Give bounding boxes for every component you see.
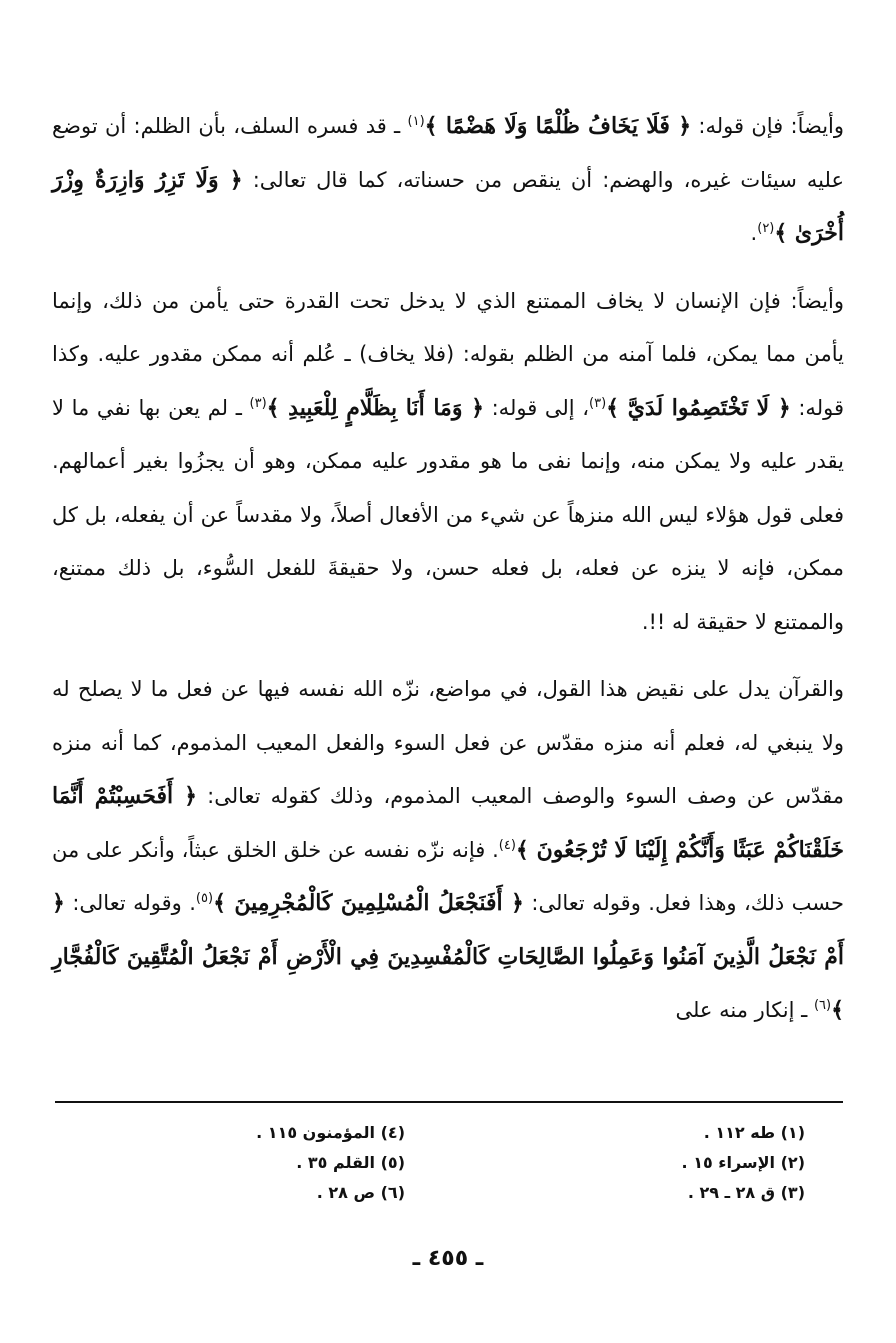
footnote-separator xyxy=(55,1101,843,1103)
footnote-reference: (٥) xyxy=(195,891,214,906)
quran-quote: ﴿ وَلَا تَزِرُ وَازِرَةٌ وِزْرَ أُخْرَىٰ ﴾ xyxy=(52,166,844,246)
footnote-reference: (٣) xyxy=(249,395,267,411)
footnote-reference: (٦) xyxy=(813,998,832,1013)
footnote-reference: (٤) xyxy=(498,837,516,853)
paragraph-1 xyxy=(52,100,844,261)
text-run: . xyxy=(750,221,758,245)
footnotes-left-column xyxy=(75,1118,405,1208)
text-run: وأيضاً: فإن الإنسان لا يخاف الممتنع الذي لا يدخل تحت القدرة حتى يأمن من ذلك، وإنما يأمن مما يمكن، فلما آمنه من الظلم بقوله: (فلا يخاف) ـ عُلم أنه ممكن مقدور عليه. وكذا قوله: xyxy=(52,288,844,420)
quran-quote: ﴿ أَفَحَسِبْتُمْ أَنَّمَا خَلَقْنَاكُمْ عَبَثًا وَأَنَّكُمْ إِلَيْنَا لَا تُرْجَعُونَ ﴾ xyxy=(52,783,844,863)
text-run: ، إلى قوله: xyxy=(483,395,590,420)
quran-quote: ﴿ وَمَا أَنَا بِظَلَّامٍ لِلْعَبِيدِ ﴾ xyxy=(266,394,484,421)
text-run: ـ إنكار منه على xyxy=(675,998,814,1022)
paragraph-3 xyxy=(52,663,844,1038)
text-run: ـ قد فسره السلف، بأن الظلم: أن توضع عليه سيئات غيره، والهضم: أن ينقص من حسناته، كما قال تعالى: xyxy=(52,114,844,192)
quran-quote: ﴿ فَلَا يَخَافُ ظُلْمًا وَلَا هَضْمًا ﴾ xyxy=(424,113,692,139)
footnote-3: (٣) ق ٢٨ ـ ٢٩ . xyxy=(687,1183,805,1202)
text-run: ـ لم يعن بها نفي ما لا يقدر عليه ولا يمكن منه، وإنما نفى ما هو مقدور عليه ممكن، وهو أن يجزُوا بغير أعمالهم. فعلى قول هؤلاء ليس الله منزهاً عن شيء من الأفعال أصلاً، ولا مقدساً عن أن يفعله، بل كل ممكن، فإنه لا ينزه عن فعله، بل فعله حسن، ولا حقيقةَ للفعل السُّوء، بل ذلك ممتنع، والممتنع لا حقيقة له !!. xyxy=(52,395,844,634)
footnote-2: (٢) الإسراء ١٥ . xyxy=(681,1153,805,1172)
paragraph-2 xyxy=(52,275,844,650)
text-run: . فإنه نزّه نفسه عن خلق الخلق عبثاً، وأنكر على من حسب ذلك، وهذا فعل. وقوله تعالى: xyxy=(52,837,844,915)
footnote-5: (٥) القلم ٣٥ . xyxy=(296,1153,405,1172)
footnote-reference: (٣) xyxy=(589,395,607,411)
quran-quote: ﴿ أَفَنَجْعَلُ الْمُسْلِمِينَ كَالْمُجْرِمِينَ ﴾ xyxy=(213,890,524,916)
page-number: ـ ٤٥٥ ـ xyxy=(412,1246,484,1271)
footnotes xyxy=(55,1118,805,1214)
text-run: . وقوله تعالى: xyxy=(64,891,196,915)
footnote-1: (١) طه ١١٢ . xyxy=(703,1123,805,1142)
quran-quote: ﴿ أَمْ نَجْعَلُ الَّذِينَ آمَنُوا وَعَمِلُوا الصَّالِحَاتِ كَالْمُفْسِدِينَ فِي الْأَرْضِ أَمْ نَجْعَلُ الْمُتَّقِينَ كَالْفُجَّارِ ﴾ xyxy=(52,890,844,1023)
quran-quote: ﴿ لَا تَخْتَصِمُوا لَدَيَّ ﴾ xyxy=(606,394,791,421)
text-run: وأيضاً: فإن قوله: xyxy=(691,114,845,138)
footnote-reference: (١) xyxy=(407,114,425,129)
main-text xyxy=(52,100,844,1038)
footnotes-right-column xyxy=(475,1118,805,1208)
text-run: والقرآن يدل على نقيض هذا القول، في مواضع، نزّه الله نفسه فيها عن فعل ما لا يصلح له ولا ينبغي له، فعلم أنه منزه مقدّس عن فعل السوء والفعل المعيب المذموم، كما أنه منزه مقدّس عن وصف السوء والوصف المعيب المذموم، وذلك كقوله تعالى: xyxy=(52,677,844,808)
footnote-4: (٤) المؤمنون ١١٥ . xyxy=(256,1123,405,1142)
footnote-reference: (٢) xyxy=(757,221,775,236)
footnote-6: (٦) ص ٢٨ . xyxy=(316,1183,405,1202)
